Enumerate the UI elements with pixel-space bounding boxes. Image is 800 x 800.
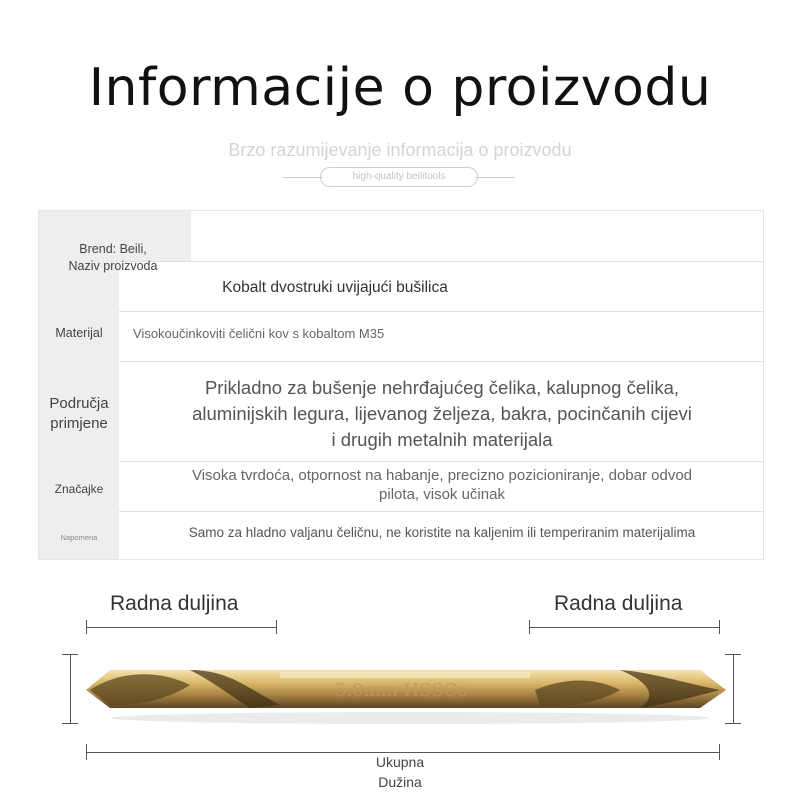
page-title: Informacije o proizvodu [88, 58, 712, 118]
drill-bit-image [80, 650, 730, 730]
row-divider [119, 461, 763, 462]
application-label [39, 394, 119, 434]
tagline-rule-right [475, 177, 515, 178]
brand-name-label [39, 241, 187, 275]
product-name-value: Kobalt dvostruki uvijajući bušilica [222, 279, 448, 296]
row-divider [119, 311, 763, 312]
row-divider [119, 511, 763, 512]
material-value: Visokoučinkoviti čelični kov s kobaltom M35 [133, 326, 385, 341]
row-divider [119, 261, 763, 262]
product-name-label: Naziv proizvoda [68, 259, 158, 273]
brand-label: Brend: Beili, [79, 242, 147, 256]
drill-shadow [110, 712, 710, 724]
left-working-length-label: Radna duljina [110, 592, 239, 615]
right-working-length-label: Radna duljina [554, 592, 683, 615]
drill-highlight [280, 672, 530, 678]
spec-table [38, 210, 764, 560]
row-divider [119, 361, 763, 362]
diameter-line-left [70, 654, 71, 724]
left-working-length-line [86, 627, 277, 628]
dimension-tick [276, 620, 277, 634]
application-label-line: primjene [50, 415, 108, 432]
application-value [119, 375, 765, 453]
note-label: Napomena [60, 533, 98, 542]
dimension-tick [719, 744, 720, 760]
total-length-label [360, 752, 440, 792]
dimension-tick [86, 620, 87, 634]
dimension-tick [62, 654, 78, 655]
page-subtitle: Brzo razumijevanje informacija o proizvodu [228, 140, 572, 160]
tagline-text: high-quality beilitools [320, 167, 478, 187]
total-length-label-line: Dužina [378, 774, 422, 790]
features-value [119, 466, 765, 504]
note-value: Samo za hladno valjanu čeličnu, ne koristite na kaljenim ili temperiranim materijalima [188, 525, 696, 540]
tagline-badge [283, 167, 515, 189]
tagline-rule-left [283, 177, 323, 178]
drill-marking: 5.0mm HSSCo [335, 680, 469, 701]
application-value-line: Prikladno za bušenje nehrđajućeg čelika, kalupnog čelika, [204, 377, 680, 398]
dimension-tick [529, 620, 530, 634]
application-value-line: aluminijskih legura, lijevanog željeza, bakra, pocinčanih cijevi [192, 403, 692, 424]
dimension-tick [62, 723, 78, 724]
material-label: Materijal [55, 326, 103, 340]
features-value-line: Visoka tvrdoća, otpornost na habanje, precizno pozicioniranje, dobar odvod [191, 467, 693, 484]
total-length-label-line: Ukupna [375, 754, 425, 770]
features-value-line: pilota, visok učinak [379, 486, 505, 503]
application-label-line: Područja [49, 395, 109, 412]
dimension-tick [719, 620, 720, 634]
dimension-tick [86, 744, 87, 760]
diameter-line-right [733, 654, 734, 724]
application-value-line: i drugih metalnih materijala [331, 429, 553, 450]
features-label: Značajke [54, 482, 104, 496]
right-working-length-line [529, 627, 720, 628]
